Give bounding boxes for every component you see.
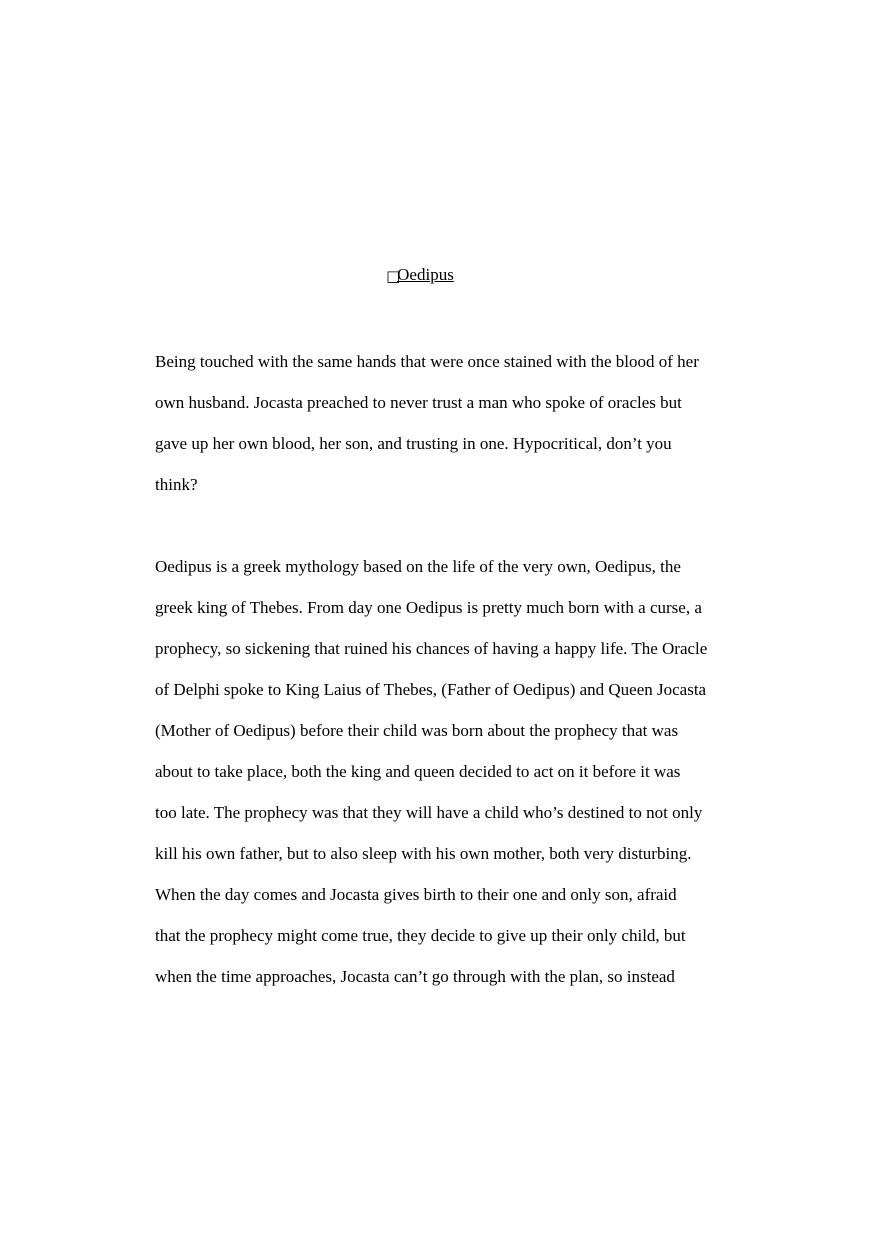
paragraph-line: prophecy, so sickening that ruined his chances of having a happy life. The Oracle <box>155 639 708 658</box>
paragraph-summary <box>155 546 725 997</box>
paragraph-line: of Delphi spoke to King Laius of Thebes, (Father of Oedipus) and Queen Jocasta <box>155 680 707 699</box>
missing-glyph-icon: □ <box>386 267 401 285</box>
paragraph-line: Oedipus is a greek mythology based on the life of the very own, Oedipus, the <box>155 557 681 576</box>
paragraph-line: own husband. Jocasta preached to never trust a man who spoke of oracles but <box>155 393 682 412</box>
paragraph-line: about to take place, both the king and queen decided to act on it before it was <box>155 762 681 781</box>
paragraph-line: gave up her own blood, her son, and trusting in one. Hypocritical, don’t you <box>155 434 672 453</box>
paragraph-line: too late. The prophecy was that they will have a child who’s destined to not only <box>155 803 703 822</box>
paragraph-line: kill his own father, but to also sleep with his own mother, both very disturbing. <box>155 844 692 863</box>
paragraph-line: think? <box>155 475 198 494</box>
document-title <box>0 265 840 285</box>
paragraph-line: that the prophecy might come true, they decide to give up their only child, but <box>155 926 686 945</box>
paragraph-line: greek king of Thebes. From day one Oedipus is pretty much born with a curse, a <box>155 598 702 617</box>
paragraph-line: when the time approaches, Jocasta can’t go through with the plan, so instead <box>155 967 675 986</box>
paragraph-intro <box>155 341 725 505</box>
paragraph-line: (Mother of Oedipus) before their child was born about the prophecy that was <box>155 721 679 740</box>
paragraph-line: When the day comes and Jocasta gives birth to their one and only son, afraid <box>155 885 677 904</box>
paragraph-line: Being touched with the same hands that were once stained with the blood of her <box>155 352 699 371</box>
title-text: Oedipus <box>397 265 454 284</box>
